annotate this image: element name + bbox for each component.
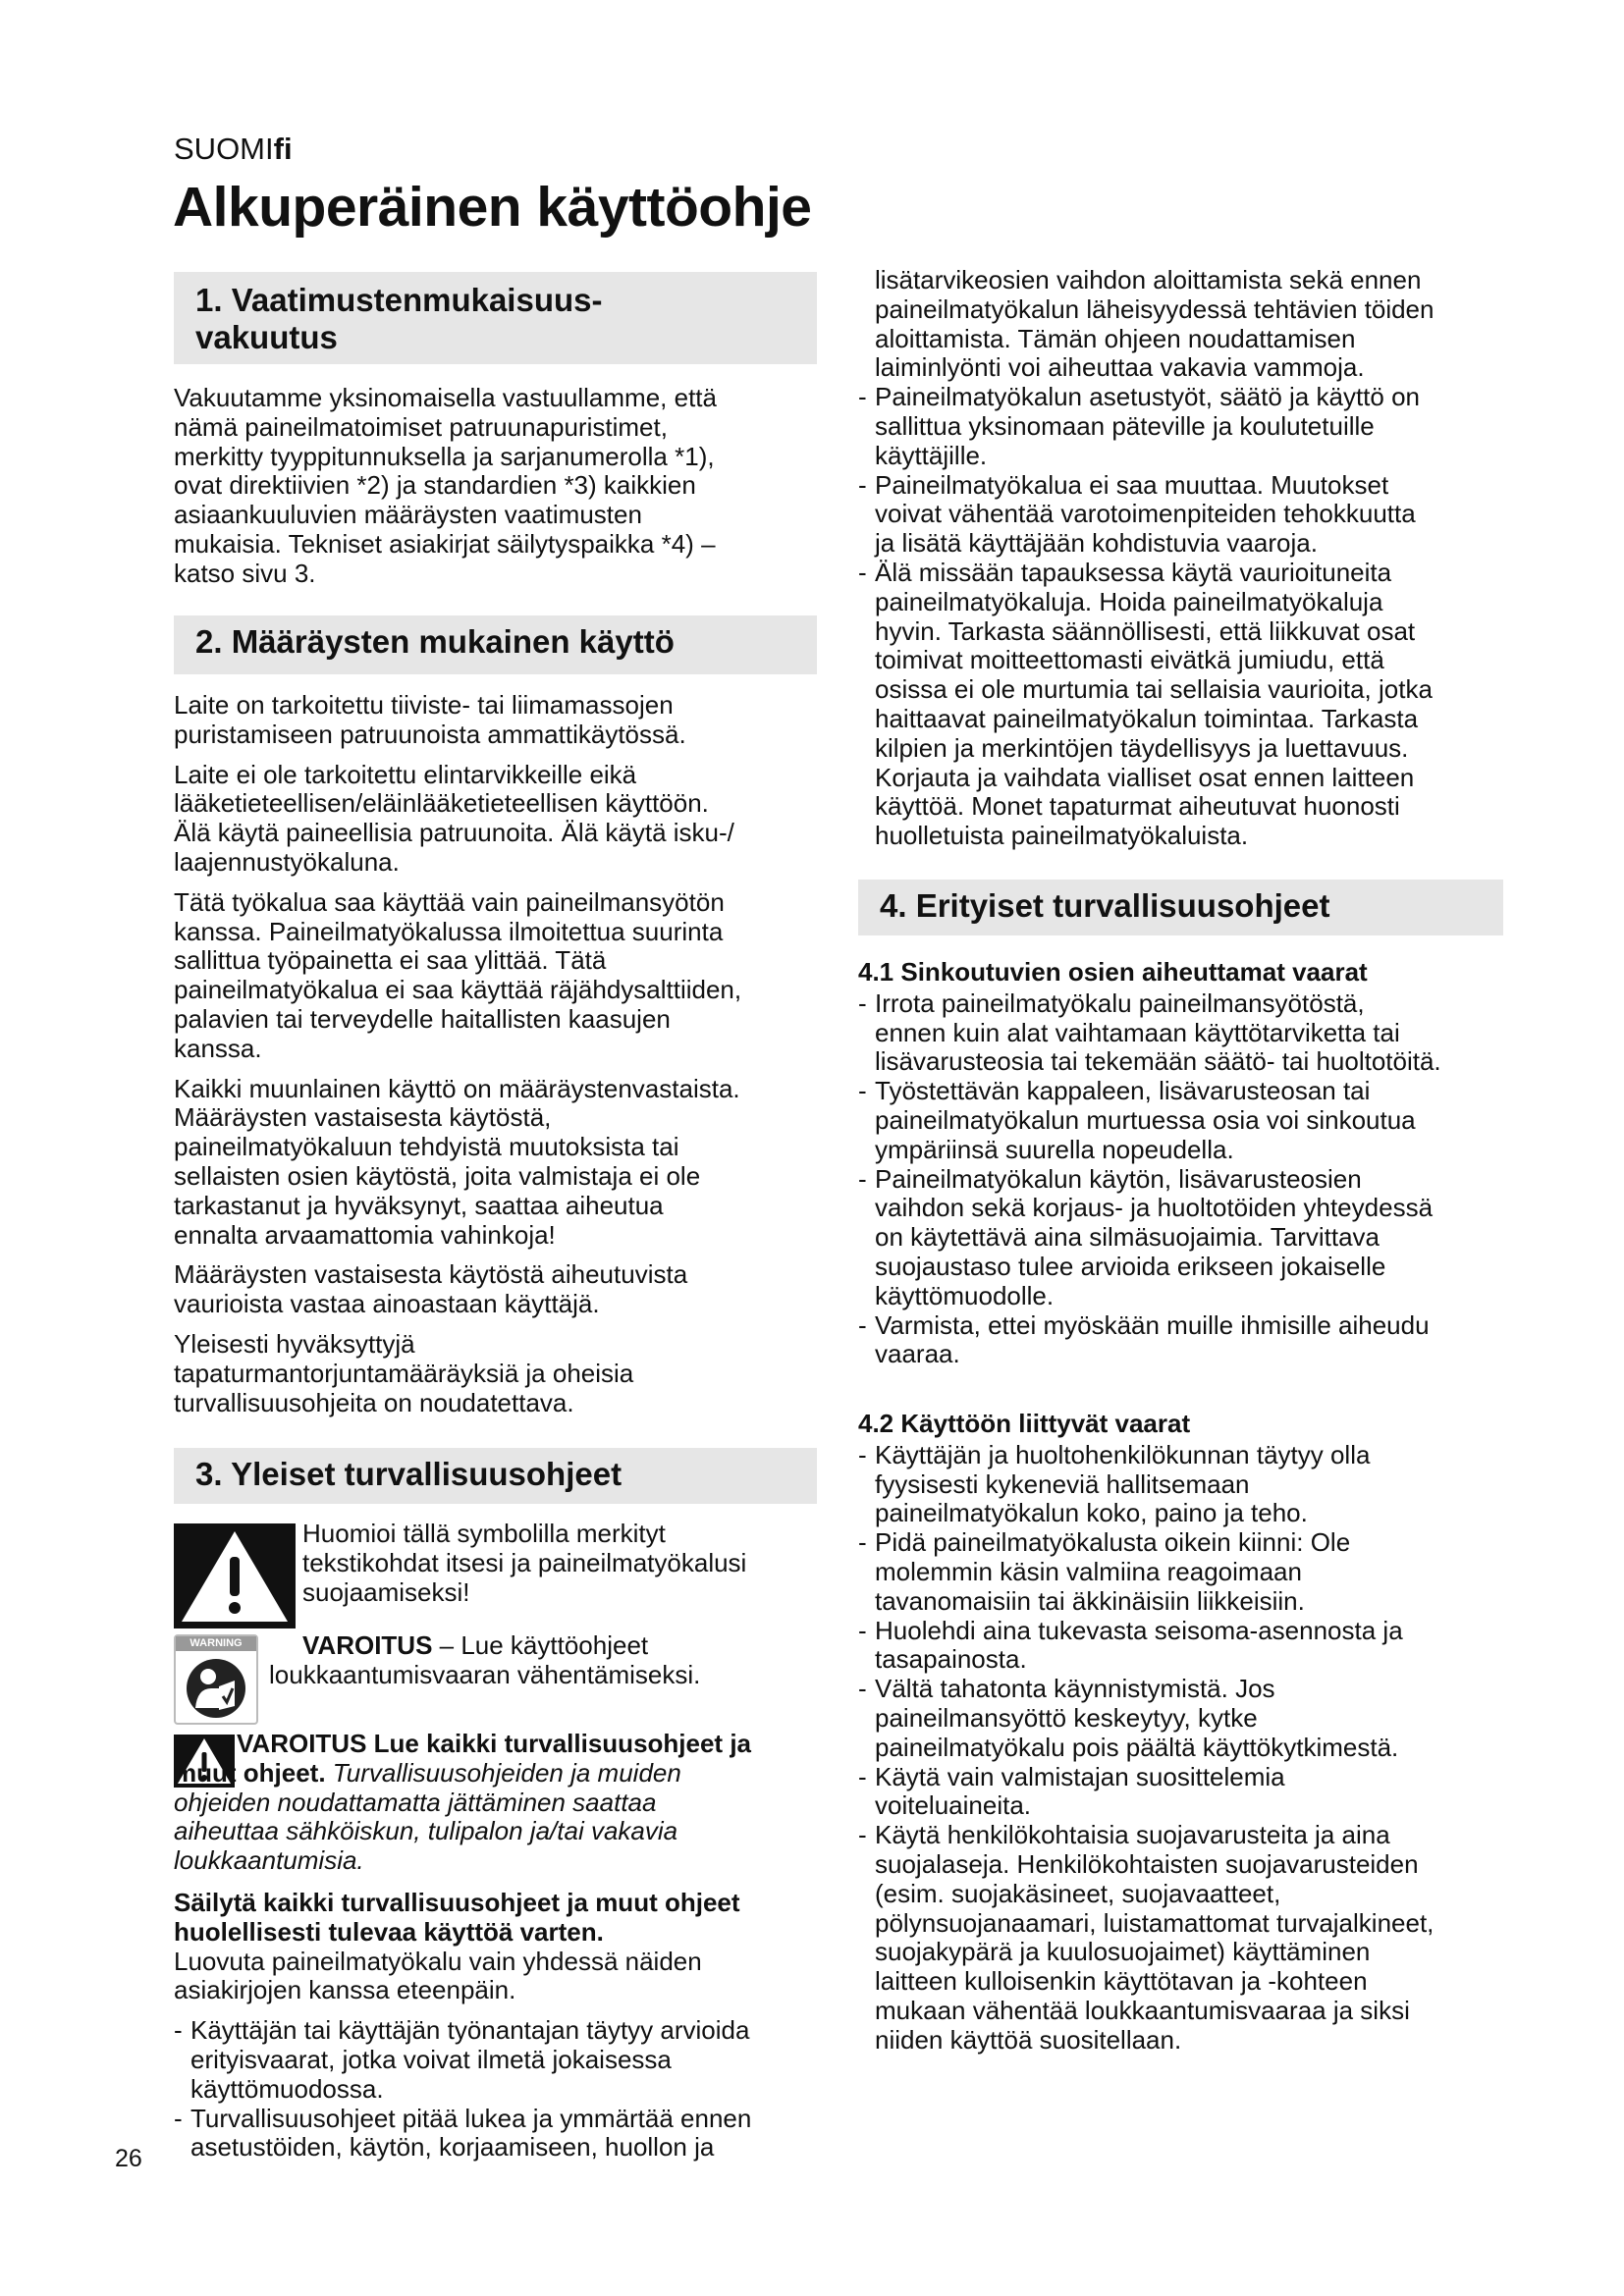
list-item: - Käytä henkilökohtaisia suojavarusteita ja aina suojalaseja. Henkilökohtaisten suojavarusteiden (esim. suojakäsineet, suojavaatteet, pölynsuojanaamari, luistamattomat turvajalkineet, suojakypärä ja kuulosuojaimet) käyttäminen laitteen kulloisenkin käyttötavan ja -kohteen mukaan vähentää loukkaantumisvaaraa ja siksi niiden käyttöä suositellaan. <box>858 1820 1435 2055</box>
warning-1 <box>302 1631 648 1661</box>
section-3-body <box>174 1889 832 2163</box>
section-2-body <box>174 691 827 1428</box>
section-3-continued <box>858 266 1526 851</box>
list-item-text: Irrota paineilmatyökalu paineilmansyötöstä, ennen kuin alat vaihtamaan käyttötarviketta tai lisävarusteosia tai tekemään säätö- tai huoltotöitä. <box>875 988 1441 1077</box>
paragraph: Tätä työkalua saa käyttää vain paineilmansyötön kanssa. Paineilmatyökalussa ilmoitettua suurinta sallittua työpainetta ei saa ylittää. Tätä paineilmatyökalua ei saa käyttää räjähdysalttiiden, palavien tai terveydelle haitallisten kaasujen kanssa. <box>174 886 742 1063</box>
list-item: - Älä missään tapauksessa käytä vaurioituneita paineilmatyökaluja. Hoida paineilmatyökaluja hyvin. Tarkasta säännöllisesti, että liikkuvat osat toimivat moitteettomasti eivätkä jumiudu, että osissa ei ole murtumia tai sellaisia vaurioita, jotka haittaavat paineilmatyökalun toimintaa. Tarkasta kilpien ja merkintöjen täydellisyys ja luettavuus. Korjauta ja vaihdata vialliset osat ennen laitteen käyttöä. Monet tapaturmat aiheutuvat huonosti huolletuista paineilmatyökaluista. <box>858 557 1433 851</box>
list-item-text: Varmista, ettei myöskään muille ihmisille aiheudu vaaraa. <box>875 1309 1430 1369</box>
list-item-text: Työstettävän kappaleen, lisävarusteosan tai paineilmatyökalun murtuessa osia voi sinkoutua ympäriinsä suurella nopeudella. <box>875 1076 1416 1164</box>
list-item-text: Paineilmatyökalun asetustyöt, säätö ja käyttö on sallittua yksinomaan päteville ja koulutetuille käyttäjille. <box>875 382 1420 470</box>
continued-text <box>858 266 1526 383</box>
list-item: - Käyttäjän ja huoltohenkilökunnan täytyy olla fyysisesti kykeneviä hallitsemaan paineilmatyökalun koko, paino ja teho. <box>858 1439 1371 1528</box>
section-4-1 <box>858 958 1526 1369</box>
warning-1-line2: loukkaantumisvaaran vähentämiseksi. <box>269 1660 701 1689</box>
list-item-text: Turvallisuusohjeet pitää lukea ja ymmärtää ennen asetustöiden, käytön, korjaamiseen, huollon ja <box>190 2103 752 2163</box>
subsection-4-2-heading: 4.2 Käyttöön liittyvät vaarat <box>858 1409 1191 1438</box>
list-item-text: Käyttäjän ja huoltohenkilökunnan täytyy olla fyysisesti kykeneviä hallitsemaan paineilmatyökalun koko, paino ja teho. <box>875 1439 1371 1528</box>
section-4-heading: 4. Erityiset turvallisuusohjeet <box>858 880 1503 935</box>
symbol-note: Huomioi tällä symbolilla merkityt tekstikohdat itsesi ja paineilmatyökalusi suojaamiseksi! <box>302 1519 747 1607</box>
list-item-text: Huolehdi aina tukevasta seisoma-asennosta ja tasapainosta. <box>875 1615 1403 1675</box>
warning-2-bold: VAROITUS Lue kaikki turvallisuusohjeet ja muut ohjeet. <box>174 1729 751 1788</box>
section-4-2 <box>858 1410 1526 2056</box>
list-item-text: Käytä vain valmistajan suosittelemia voiteluaineita. <box>875 1761 1285 1821</box>
list-item-text: Käytä henkilökohtaisia suojavarusteita ja aina suojalaseja. Henkilökohtaisten suojavarusteiden (esim. suojakäsineet, suojavaatteet, pölynsuojanaamari, luistamattomat turvajalkineet, suojakypärä ja kuulosuojaimet) käyttäminen laitteen kulloisenkin käyttötavan ja -kohteen mukaan vähentää loukkaantumisvaaraa ja siksi niiden käyttöä suositellaan. <box>875 1820 1435 2055</box>
section-3-heading: 3. Yleiset turvallisuusohjeet <box>174 1448 817 1504</box>
paragraph: Määräysten vastaisesta käytöstä aiheutuvista vaurioista vastaa ainoastaan käyttäjä. <box>174 1259 688 1319</box>
keep-instructions-text: Luovuta paineilmatyökalu vain yhdessä näiden asiakirjojen kanssa eteenpäin. <box>174 1946 702 2005</box>
subsection-4-1-heading: 4.1 Sinkoutuvien osien aiheuttamat vaarat <box>858 957 1368 987</box>
warning-2-text <box>174 1730 832 1876</box>
section-2-heading: 2. Määräysten mukainen käyttö <box>174 615 817 674</box>
paragraph: Laite ei ole tarkoitettu elintarvikkeille eikä lääketieteellisen/eläinlääketieteellisen käyttöön. Älä käytä paineellisia patruunoita. Älä käytä isku-/ laajennustyökaluna. <box>174 759 734 877</box>
list-item: - Paineilmatyökalua ei saa muuttaa. Muutokset voivat vähentää varotoimenpiteiden tehokkuutta ja lisätä käyttäjään kohdistuvia vaaroja. <box>858 469 1416 559</box>
section-1-heading: 1. Vaatimustenmukaisuus- vakuutus <box>174 272 817 364</box>
continued-text-body: lisätarvikeosien vaihdon aloittamista sekä ennen paineilmatyökalun läheisyydessä tehtävien töiden aloittamista. Tämän ohjeen noudattamisen laiminlyönti voi aiheuttaa vakavia vammoja. <box>875 265 1435 383</box>
warning-triangle-icon <box>174 1523 296 1629</box>
paragraph: Kaikki muunlainen käyttö on määräystenvastaista. Määräysten vastaisesta käytöstä, paineilmatyökaluun tehdyistä muutoksista tai sellaisten osien käytöstä, joita valmistaja ei ole tarkastanut ja hyväksynyt, saattaa aiheutua ennalta arvaamattomia vahinkoja! <box>174 1073 740 1250</box>
language-name: SUOMI <box>174 132 274 166</box>
list-item: - Irrota paineilmatyökalu paineilmansyötöstä, ennen kuin alat vaihtamaan käyttötarviketta tai lisävarusteosia tai tekemään säätö- tai huoltotöitä. <box>858 988 1441 1077</box>
list-item-text: Paineilmatyökalun käytön, lisävarusteosien vaihdon sekä korjaus- ja huoltotöiden yhteydessä on käytettävä aina silmäsuojaimia. Tarvittava suojaustaso tulee arvioida erikseen jokaiselle käyttömuodolle. <box>875 1163 1434 1310</box>
list-item: - Työstettävän kappaleen, lisävarusteosan tai paineilmatyökalun murtuessa osia voi sinkoutua ympäriinsä suurella nopeudella. <box>858 1076 1416 1164</box>
warning-badge: WARNING <box>176 1636 256 1651</box>
list-item: - Paineilmatyökalun asetustyöt, säätö ja käyttö on sallittua yksinomaan päteville ja koulutetuille käyttäjille. <box>858 382 1420 470</box>
list-item: - Vältä tahatonta käynnistymistä. Jos paineilmansyöttö keskeytyy, kytke paineilmatyökalu pois päältä käyttökytkimestä. <box>858 1674 1399 1762</box>
list-item: - Käyttäjän tai käyttäjän työnantajan täytyy arvioida erityisvaarat, jotka voivat ilmetä jokaisessa käyttömuodossa. <box>174 2015 750 2104</box>
warning-1-text: – Lue käyttöohjeet <box>432 1630 649 1660</box>
language-label <box>174 132 293 167</box>
language-code: fi <box>273 132 293 166</box>
list-item-text: Älä missään tapauksessa käytä vaurioituneita paineilmatyökaluja. Hoida paineilmatyökaluja hyvin. Tarkasta säännöllisesti, että liikkuvat osat toimivat moitteettomasti eivätkä jumiudu, että osissa ei ole murtumia tai sellaisia vaurioita, jotka haittaavat paineilmatyökalun toimintaa. Tarkasta kilpien ja merkintöjen täydellisyys ja luettavuus. Korjauta ja vaihdata vialliset osat ennen laitteen käyttöä. Monet tapaturmat aiheutuvat huonosti huolletuista paineilmatyökaluista. <box>875 557 1433 851</box>
list-item: - Varmista, ettei myöskään muille ihmisille aiheudu vaaraa. <box>858 1309 1430 1369</box>
list-item: - Käytä vain valmistajan suosittelemia voiteluaineita. <box>858 1761 1285 1821</box>
list-item: - Pidä paineilmatyökalusta oikein kiinni: Ole molemmin käsin valmiina reagoimaan tavanomaisiin tai äkkinäisiin liikkeisiin. <box>858 1527 1351 1616</box>
list-item: - Huolehdi aina tukevasta seisoma-asennosta ja tasapainosta. <box>858 1615 1403 1675</box>
page-number: 26 <box>115 2145 142 2172</box>
list-item-text: Vältä tahatonta käynnistymistä. Jos paineilmansyöttö keskeytyy, kytke paineilmatyökalu pois päältä käyttökytkimestä. <box>875 1674 1399 1762</box>
keep-instructions-bold: Säilytä kaikki turvallisuusohjeet ja muut ohjeet huolellisesti tulevaa käyttöä varten. <box>174 1888 740 1947</box>
paragraph: Laite on tarkoitettu tiiviste- tai liimamassojen puristamiseen patruunoista ammattikäytössä. <box>174 690 686 749</box>
warning-1-label: VAROITUS <box>302 1630 433 1660</box>
warning-2 <box>174 1730 832 1876</box>
list-item: - Turvallisuusohjeet pitää lukea ja ymmärtää ennen asetustöiden, käytön, korjaamiseen, huollon ja <box>174 2103 752 2163</box>
paragraph: Vakuutamme yksinomaisella vastuullamme, että nämä paineilmatoimiset patruunapuristimet, merkitty tyyppitunnuksella ja sarjanumerolla *1), ovat direktiivien *2) ja standardien *3) kaikkien asiaankuuluvien määräysten vaatimusten mukaisia. Tekniset asiakirjat säilytyspaikka *4) – katso sivu 3. <box>174 383 717 588</box>
list-item-text: Pidä paineilmatyökalusta oikein kiinni: Ole molemmin käsin valmiina reagoimaan tavanomaisiin tai äkkinäisiin liikkeisiin. <box>875 1527 1351 1616</box>
list-item-text: Käyttäjän tai käyttäjän työnantajan täytyy arvioida erityisvaarat, jotka voivat ilmetä jokaisessa käyttömuodossa. <box>190 2015 750 2104</box>
warning-2-italic: Turvallisuusohjeiden ja muiden ohjeiden noudattamatta jättäminen saattaa aiheuttaa sähköiskun, tulipalon ja/tai vakavia loukkaantumisia. <box>174 1757 681 1876</box>
section-1-body <box>174 384 822 600</box>
list-item-text: Paineilmatyökalua ei saa muuttaa. Muutokset voivat vähentää varotoimenpiteiden tehokkuutta ja lisätä käyttäjään kohdistuvia vaaroja. <box>875 469 1416 559</box>
page-title: Alkuperäinen käyttöohje <box>173 176 812 239</box>
paragraph: Yleisesti hyväksyttyjä tapaturmantorjuntamääräyksiä ja oheisia turvallisuusohjeita on noudatettava. <box>174 1328 634 1417</box>
list-item: - Paineilmatyökalun käytön, lisävarusteosien vaihdon sekä korjaus- ja huoltotöiden yhteydessä on käytettävä aina silmäsuojaimia. Tarvittava suojaustaso tulee arvioida erikseen jokaiselle käyttömuodolle. <box>858 1163 1434 1310</box>
read-manual-warning-icon <box>174 1634 258 1725</box>
